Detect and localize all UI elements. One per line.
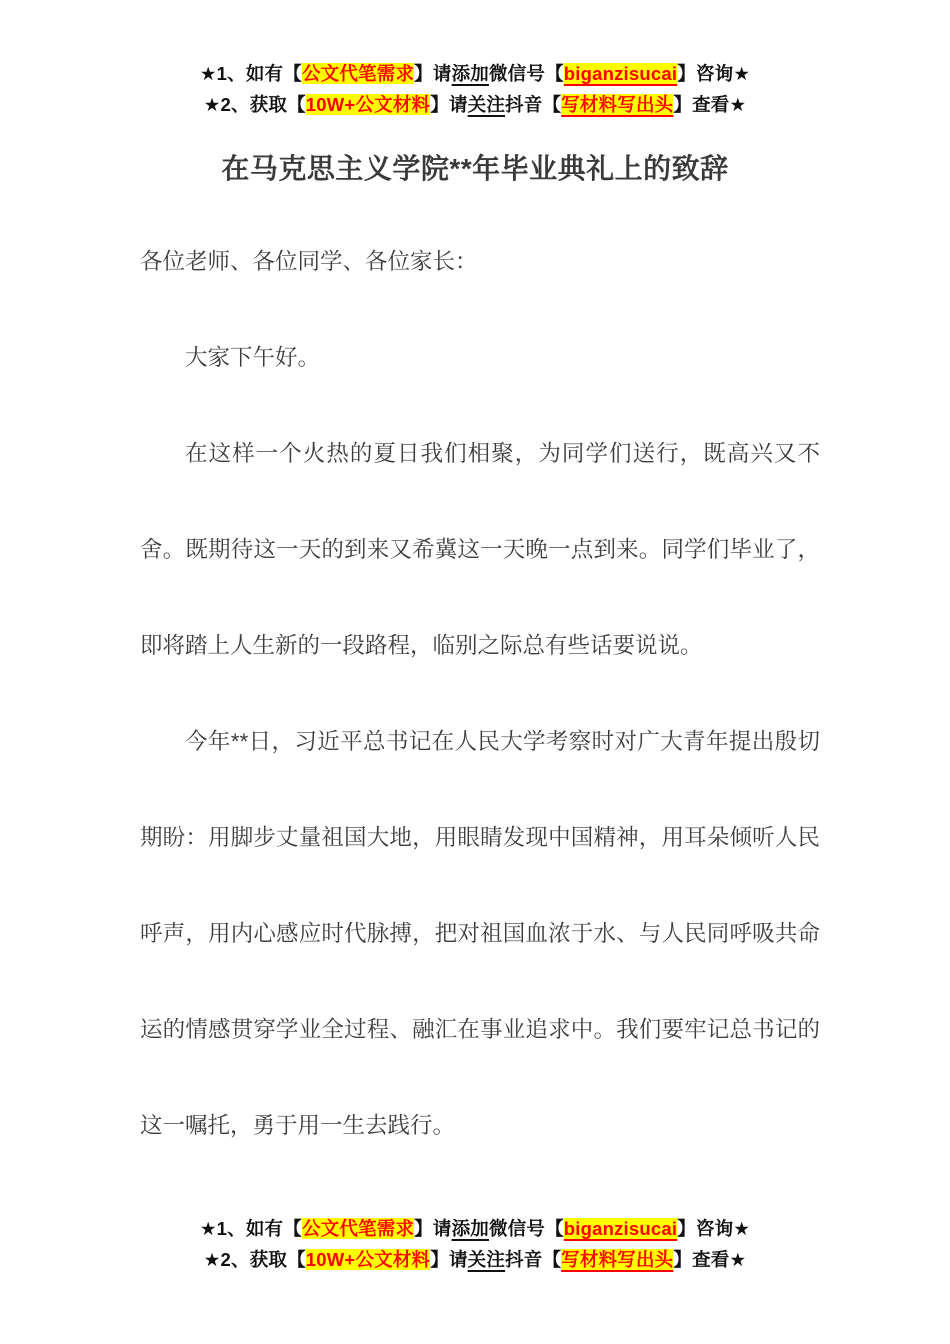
promo-header-line-1 [0,58,950,89]
promo-text-suffix: 】查看★ [673,1249,747,1270]
highlight-service-text: 公文代笔需求 [301,63,415,84]
promo-text-mid: 抖音【 [505,1249,562,1270]
promo-text-prefix: ★2、获取【 [203,94,306,115]
underlined-follow-text: 关注 [467,94,506,115]
promo-footer-line-1 [0,1213,950,1244]
document-body [140,214,820,1174]
promo-text-mid: 】请 [414,1218,452,1239]
promo-text-suffix: 】咨询★ [677,63,751,84]
promo-text-mid: 】请 [430,1249,468,1270]
highlight-service-text: 公文代笔需求 [301,1218,415,1239]
body-paragraph: 在这样一个火热的夏日我们相聚，为同学们送行，既高兴又不舍。既期待这一天的到来又希冀这一天晚一点到来。同学们毕业了，即将踏上人生新的一段路程，临别之际总有些话要说说。 [140,441,820,658]
highlight-materials-text: 10W+公文材料 [305,1249,431,1270]
promo-text-prefix: ★2、获取【 [203,1249,306,1270]
highlight-douyin-id-text: 写材料写出头 [561,1249,674,1270]
promo-text-mid: 】请 [414,63,452,84]
promo-text-suffix: 】查看★ [673,94,747,115]
body-paragraph: 今年**日，习近平总书记在人民大学考察时对广大青年提出殷切期盼：用脚步丈量祖国大地，用眼睛发现中国精神，用耳朵倾听人民呼声，用内心感应时代脉搏，把对祖国血浓于水、与人民同呼吸共命运的情感贯穿学业全过程、融汇在事业追求中。我们要牢记总书记的这一嘱托，勇于用一生去践行。 [140,729,820,1138]
promo-header-line-2 [0,89,950,120]
highlight-materials-text: 10W+公文材料 [305,94,431,115]
underlined-add-text: 添加 [451,63,489,84]
promo-text-mid: 抖音【 [505,94,562,115]
highlight-douyin-id-text: 写材料写出头 [561,94,674,115]
highlight-wechat-id-text: biganzisucai [563,63,678,84]
promo-banner-header [0,0,950,120]
promo-text-prefix: ★1、如有【 [199,1218,302,1239]
highlight-wechat-id-text: biganzisucai [563,1218,678,1239]
greeting-paragraph: 大家下午好。 [185,345,321,370]
promo-footer-line-2 [0,1244,950,1275]
promo-text-suffix: 】咨询★ [677,1218,751,1239]
promo-text-mid: 微信号【 [488,63,564,84]
document-title: 在马克思主义学院**年毕业典礼上的致辞 [221,153,729,184]
underlined-add-text: 添加 [451,1218,489,1239]
promo-banner-footer [0,1213,950,1275]
promo-text-mid: 】请 [430,94,468,115]
underlined-follow-text: 关注 [467,1249,506,1270]
promo-text-prefix: ★1、如有【 [199,63,302,84]
promo-text-mid: 微信号【 [488,1218,564,1239]
salutation-paragraph: 各位老师、各位同学、各位家长： [140,249,478,274]
